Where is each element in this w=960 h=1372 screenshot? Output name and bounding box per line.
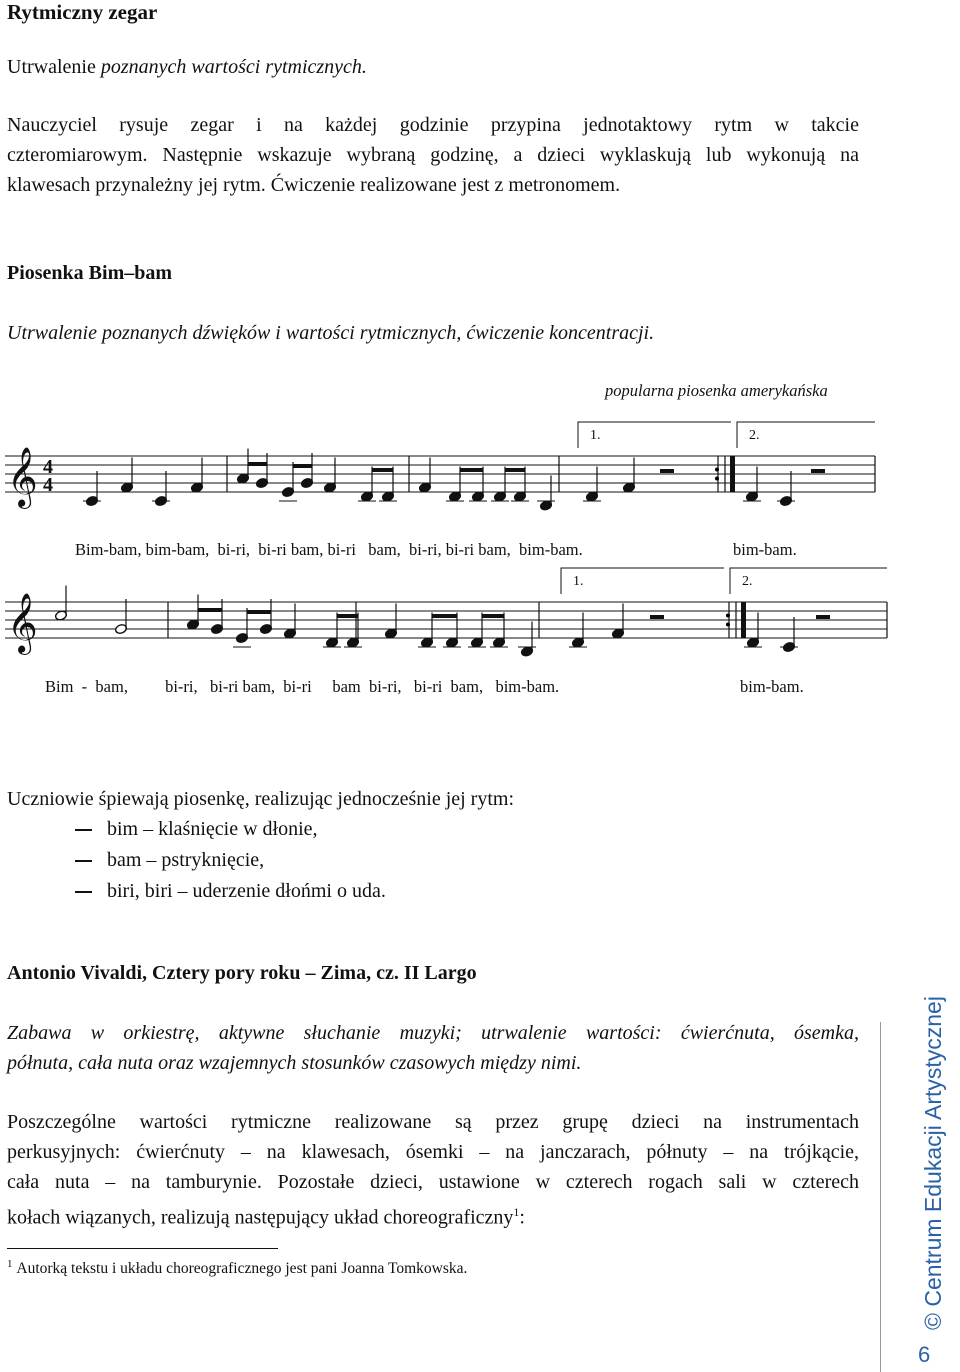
footnote: $^1$ Autorką tekstu i układu choreograficznego jest pani Joanna Tomkowska. xyxy=(7,1258,468,1278)
repeat-dot xyxy=(726,623,730,627)
volta-1-bracket xyxy=(578,422,731,448)
section2-subtitle: Utrwalenie poznanych dźwięków i wartości rytmicznych, ćwiczenie koncentracji. xyxy=(7,322,655,344)
section3-p2-line-2: perkusyjnych: ćwierćnuty – na klawesach, ósemki – na janczarach, półnuty – na trójkącie, xyxy=(7,1141,859,1163)
time-signature-bottom: 4 xyxy=(43,474,53,496)
staff-2 xyxy=(5,568,887,657)
section2-intro: Uczniowie śpiewają piosenkę, realizując jednocześnie jej rytm: xyxy=(7,788,515,810)
section3-p2-line-1: Poszczególne wartości rytmiczne realizowane są przez grupę dzieci na instrumentach xyxy=(7,1111,859,1133)
footnote-separator xyxy=(7,1248,278,1249)
section1-line-3: klawesach przynależny jej rytm. Ćwiczenie realizowane jest z metronomem. xyxy=(7,174,621,196)
page-number: 6 xyxy=(918,1342,931,1367)
rhythm-item-2: bam – pstryknięcie, xyxy=(75,845,264,875)
volta-2-label: 2. xyxy=(742,574,753,589)
section1-subtitle: Utrwalenie poznanych wartości rytmicznych. xyxy=(7,56,367,78)
volta-2-bracket xyxy=(730,568,887,594)
lyrics-staff-2: Bim - bam, bi-ri, bi-ri bam, bi-ri bam bi-ri, bi-ri bam, bim-bam. xyxy=(45,677,560,696)
section3-p2-line-4: kołach wiązanych, realizują następujący układ choreograficzny$^1$: xyxy=(7,1205,525,1229)
sheet-music xyxy=(0,418,900,708)
eighth-beam xyxy=(248,462,267,466)
half-rest xyxy=(811,469,825,473)
volta-2-label: 2. xyxy=(749,428,760,443)
half-rest xyxy=(650,615,664,619)
eighth-beam xyxy=(372,468,393,472)
eighth-beam xyxy=(337,614,358,618)
section-title-vivaldi: Antonio Vivaldi, Cztery pory roku – Zima, cz. II Largo xyxy=(7,962,477,984)
section3-p2-line-3: cała nuta – na tamburynie. Pozostałe dzieci, ustawione w czterech rogach sali w czterech xyxy=(7,1171,859,1193)
footnote-reference: 1 xyxy=(513,1205,520,1219)
lyrics-staff-1: Bim-bam, bim-bam, bi-ri, bi-ri bam, bi-ri bam, bi-ri, bi-ri bam, bim-bam. xyxy=(75,540,583,559)
section-title-rytmiczny-zegar: Rytmiczny zegar xyxy=(7,0,158,24)
section1-line-1: Nauczyciel rysuje zegar i na każdej godzinie przypina jednotaktowy rytm w takcie xyxy=(7,114,859,136)
barline-thick xyxy=(730,456,735,492)
volta-1-bracket xyxy=(561,568,724,594)
song-attribution: popularna piosenka amerykańska xyxy=(605,381,828,400)
section3-p1-line-2: półnuta, cała nuta oraz wzajemnych stosunków czasowych między nimi. xyxy=(7,1052,582,1074)
half-rest xyxy=(816,615,830,619)
eighth-beam xyxy=(247,610,271,614)
eighth-beam xyxy=(432,614,457,618)
section-title-piosenka: Piosenka Bim–bam xyxy=(7,262,173,284)
section3-p1-line-1: Zabawa w orkiestrę, aktywne słuchanie muzyki; utrwalenie wartości: ćwierćnuta, ósemka, xyxy=(7,1022,859,1044)
eighth-beam xyxy=(198,608,222,612)
time-signature-top: 4 xyxy=(43,456,53,478)
lyrics-staff-2-ending: bim-bam. xyxy=(740,677,804,696)
section1-line-2: czteromiarowym. Następnie wskazuje wybraną godzinę, a dzieci wyklaskują lub wykonują na xyxy=(7,144,859,166)
eighth-beam xyxy=(460,468,483,472)
publisher-name: © Centrum Edukacji Artystycznej xyxy=(920,996,946,1330)
volta-1-label: 1. xyxy=(590,428,601,443)
half-rest xyxy=(660,469,674,473)
volta-1-label: 1. xyxy=(573,574,584,589)
staff-1 xyxy=(5,422,875,511)
barline-thick xyxy=(741,602,746,638)
rhythm-item-3: biri, biri – uderzenie dłońmi o uda. xyxy=(75,876,386,906)
publisher-sidebar xyxy=(880,996,960,1372)
eighth-beam xyxy=(505,468,525,472)
eighth-beam xyxy=(293,464,312,468)
treble-clef: 𝄞 xyxy=(7,449,38,506)
rhythm-item-1: bim – klaśnięcie w dłonie, xyxy=(75,814,318,844)
repeat-dot xyxy=(715,468,719,472)
repeat-dot xyxy=(715,477,719,481)
eighth-beam xyxy=(482,614,504,618)
repeat-dot xyxy=(726,614,730,618)
treble-clef: 𝄞 xyxy=(7,595,38,652)
lyrics-staff-1-ending: bim-bam. xyxy=(733,540,797,559)
